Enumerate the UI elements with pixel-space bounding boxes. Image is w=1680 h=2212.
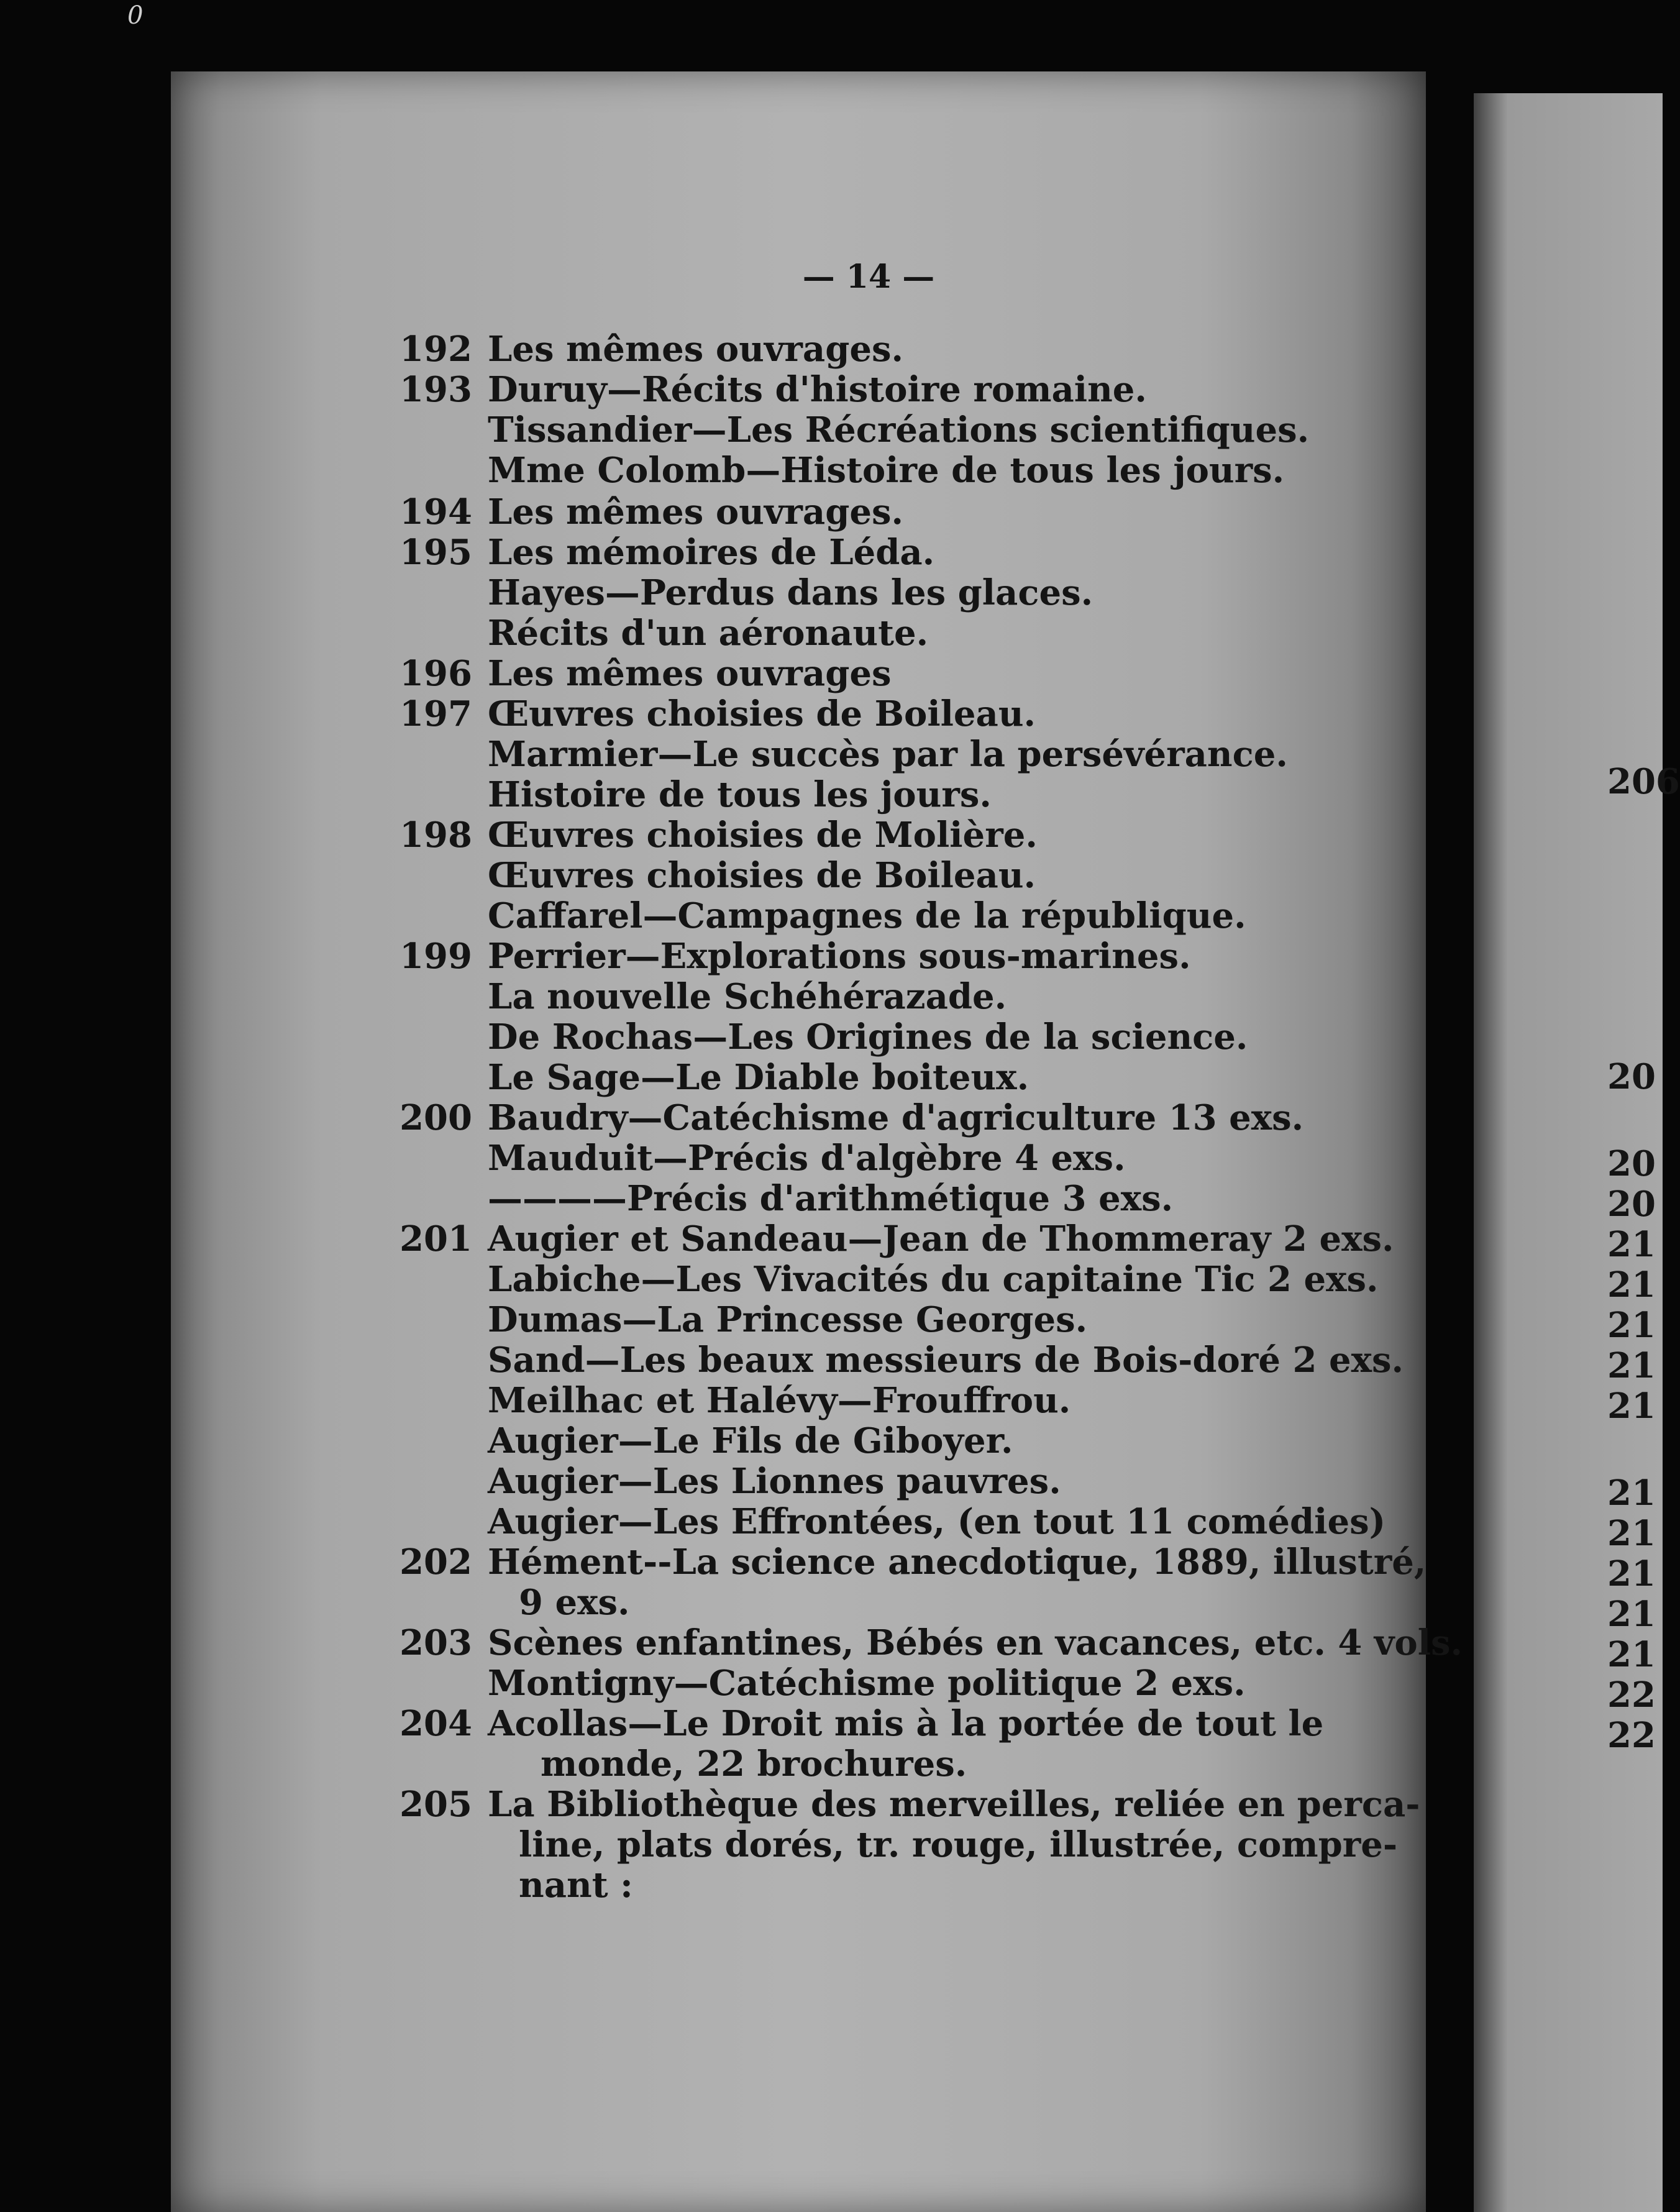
- adjacent-page-number: 20: [1607, 1184, 1656, 1225]
- adjacent-page-number: 21: [1607, 1594, 1656, 1635]
- entry-text: Les mémoires de Léda.: [488, 532, 935, 573]
- entry-text: Acollas—Le Droit mis à la portée de tout le: [488, 1703, 1324, 1744]
- entry-text: ————Précis d'arithmétique 3 exs.: [488, 1178, 1174, 1219]
- catalog-entry: [398, 1259, 1379, 1300]
- catalog-entry: [398, 1622, 1463, 1663]
- catalog-entry: [398, 1098, 1330, 1138]
- entry-number: 203: [399, 1622, 472, 1663]
- entry-number: 194: [399, 491, 472, 532]
- catalog-entry: [398, 410, 1330, 450]
- adjacent-page-number: 21: [1607, 1345, 1656, 1386]
- catalog-entry: [398, 1179, 1330, 1218]
- catalog-entry: [398, 1421, 1330, 1461]
- catalog-entry: [398, 329, 1330, 369]
- entry-text: Perrier—Explorations sous-marines.: [488, 936, 1191, 977]
- entry-text: Dumas—La Princesse Georges.: [488, 1299, 1088, 1340]
- entry-number: 197: [399, 693, 472, 734]
- catalog-entry: [398, 1461, 1330, 1501]
- catalog-entry: [398, 1704, 1330, 1744]
- adjacent-page-number: 20: [1607, 1143, 1656, 1184]
- entry-text: Montigny—Catéchisme politique 2 exs.: [488, 1663, 1246, 1704]
- entry-text: La Bibliothèque des merveilles, reliée en perca-: [488, 1784, 1420, 1825]
- entry-text: Récits d'un aéronaute.: [488, 613, 929, 654]
- entry-text: Duruy—Récits d'histoire romaine.: [488, 369, 1147, 410]
- catalog-entry: [398, 613, 1330, 653]
- entry-text: Marmier—Le succès par la persévérance.: [488, 734, 1288, 775]
- entry-text: line, plats dorés, tr. rouge, illustrée, compre-: [519, 1824, 1398, 1865]
- page-number: — 14 —: [802, 258, 935, 296]
- catalog-entry: [398, 856, 1330, 895]
- entry-text: Augier—Les Effrontées, (en tout 11 comédies): [488, 1501, 1386, 1542]
- catalog-entry: [398, 450, 1330, 490]
- catalog-entry: [398, 896, 1330, 936]
- entry-text: Baudry—Catéchisme d'agriculture 13 exs.: [488, 1097, 1304, 1138]
- entry-text: Tissandier—Les Récréations scientifiques.: [488, 409, 1310, 450]
- adjacent-page-number: 21: [1607, 1305, 1656, 1346]
- entry-text: Sand—Les beaux messieurs de Bois-doré 2 exs.: [488, 1340, 1404, 1381]
- entry-text: Mauduit—Précis d'algèbre 4 exs.: [488, 1138, 1126, 1179]
- adjacent-page-number: 20: [1607, 1056, 1656, 1097]
- adjacent-page-number: 21: [1607, 1386, 1656, 1427]
- catalog-entry: [398, 1583, 1330, 1622]
- adjacent-page-number: 21: [1607, 1553, 1656, 1594]
- entry-text: Les mêmes ouvrages: [488, 653, 892, 694]
- entry-text: De Rochas—Les Origines de la science.: [488, 1017, 1248, 1058]
- catalog-entry: [398, 370, 1330, 409]
- entry-text: Augier et Sandeau—Jean de Thommeray 2 exs.: [488, 1218, 1394, 1259]
- entry-text: Scènes enfantines, Bébés en vacances, etc. 4 vols.: [488, 1622, 1463, 1663]
- catalog-entry: [398, 1501, 1386, 1542]
- entry-text: La nouvelle Schéhérazade.: [488, 976, 1007, 1017]
- catalog-entry: [398, 654, 1330, 693]
- entry-text: Mme Colomb—Histoire de tous les jours.: [488, 450, 1285, 491]
- entry-number: 199: [399, 936, 472, 977]
- catalog-entry: [398, 1138, 1330, 1178]
- catalog-entry: [398, 694, 1330, 734]
- adjacent-page-number: 21: [1607, 1473, 1656, 1514]
- catalog-entry: [398, 1824, 1398, 1865]
- entry-text: monde, 22 brochures.: [541, 1744, 967, 1785]
- catalog-entry: [398, 1300, 1330, 1340]
- catalog-entry: [398, 1017, 1330, 1057]
- entry-text: Caffarel—Campagnes de la république.: [488, 895, 1246, 936]
- catalog-entry: [398, 1542, 1427, 1583]
- entry-number: 204: [399, 1703, 472, 1744]
- catalog-entry: [398, 573, 1330, 613]
- catalog-entry: [398, 775, 1330, 815]
- entry-text: Œuvres choisies de Boileau.: [488, 855, 1036, 896]
- catalog-entry: [398, 815, 1330, 855]
- catalog-entry: [398, 1744, 1330, 1784]
- catalog-entry: [398, 1381, 1330, 1420]
- entry-number: 201: [399, 1218, 472, 1259]
- adjacent-page-number: 21: [1607, 1513, 1656, 1554]
- adjacent-page-number: 21: [1607, 1264, 1656, 1305]
- entry-text: Le Sage—Le Diable boiteux.: [488, 1057, 1029, 1098]
- catalog-entry: [398, 1663, 1330, 1703]
- entry-number: 202: [399, 1542, 472, 1583]
- catalog-entry: [398, 1784, 1420, 1825]
- catalog-entry: [398, 1058, 1330, 1097]
- entry-text: Histoire de tous les jours.: [488, 774, 992, 815]
- entry-number: 200: [399, 1097, 472, 1138]
- adjacent-page-number: 21: [1607, 1224, 1656, 1265]
- catalog-entry: [398, 532, 1330, 572]
- entry-number: 205: [399, 1784, 472, 1825]
- catalog-entry: [398, 1340, 1404, 1381]
- adjacent-page-number: 22: [1607, 1715, 1656, 1756]
- entry-text: 9 exs.: [519, 1582, 630, 1623]
- adjacent-page-number: 22: [1607, 1675, 1656, 1716]
- entry-number: 196: [399, 653, 472, 694]
- entry-text: Hément--La science anecdotique, 1889, illustré,: [488, 1542, 1427, 1583]
- entry-text: Les mêmes ouvrages.: [488, 329, 904, 370]
- catalog-entry: [398, 1865, 1330, 1905]
- adjacent-page-number: 21: [1607, 1634, 1656, 1675]
- entry-text: Œuvres choisies de Boileau.: [488, 693, 1036, 734]
- entry-text: Augier—Les Lionnes pauvres.: [488, 1461, 1061, 1502]
- entry-number: 198: [399, 815, 472, 856]
- catalog-entry: [398, 734, 1330, 774]
- catalog-entry: [398, 977, 1330, 1017]
- entry-text: Labiche—Les Vivacités du capitaine Tic 2 exs.: [488, 1259, 1379, 1300]
- entry-text: Hayes—Perdus dans les glaces.: [488, 572, 1093, 613]
- adjacent-page-number: 206: [1607, 761, 1680, 802]
- entry-text: nant :: [519, 1865, 633, 1906]
- entry-number: 195: [399, 532, 472, 573]
- catalog-entry: [398, 492, 1330, 532]
- entry-text: Meilhac et Halévy—Frouffrou.: [488, 1380, 1071, 1421]
- entry-number: 193: [399, 369, 472, 410]
- entry-text: Les mêmes ouvrages.: [488, 491, 904, 532]
- entry-text: Augier—Le Fils de Giboyer.: [488, 1420, 1013, 1461]
- catalog-entry: [398, 1218, 1394, 1259]
- corner-mark: 0: [127, 1, 144, 30]
- entry-text: Œuvres choisies de Molière.: [488, 815, 1038, 856]
- entry-number: 192: [399, 329, 472, 370]
- catalog-entry: [398, 936, 1330, 976]
